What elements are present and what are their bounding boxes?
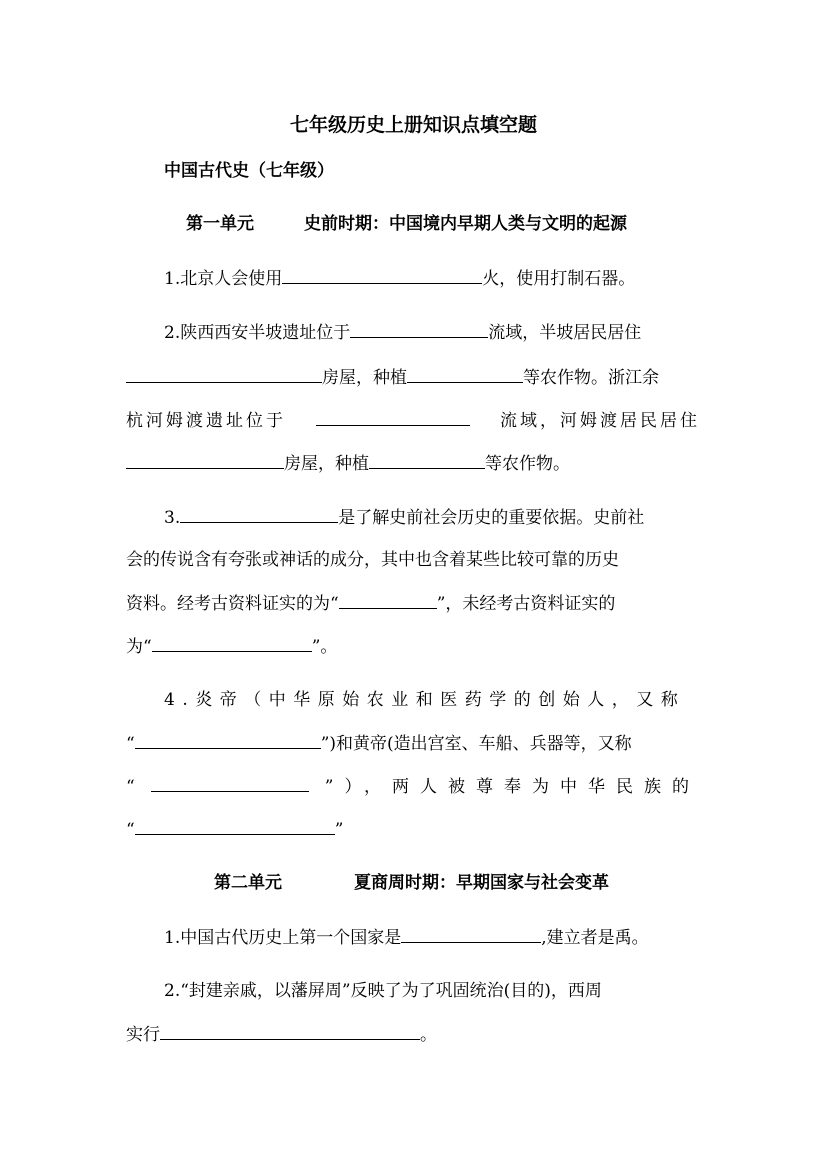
unit2-q2-line1: 2.“封建亲戚，以藩屏周”反映了为了巩固统治(目的)，西周 [164,981,602,1001]
answer-blank[interactable] [316,409,470,426]
question-text: 2.陕西西安半坡遗址位于 [164,323,351,343]
answer-blank[interactable] [126,452,284,469]
unit1-q4-line2 [126,732,632,755]
answer-blank[interactable] [350,321,488,338]
question-text: 等农作物。 [485,454,570,474]
document-title: 七年级历史上册知识点填空题 [289,114,537,136]
question-text: 3. [164,508,181,528]
unit1-label: 第一单元 [186,214,254,234]
question-text: ”)和黄帝(造出宫室、车船、兵器等，又称 [320,734,632,754]
question-text: 是了解史前社会历史的重要依据。史前社 [338,508,645,528]
unit1-q3-line3 [126,592,615,615]
answer-blank[interactable] [407,366,523,383]
answer-blank[interactable] [369,452,485,469]
question-text: “ [126,777,135,797]
section-heading: 中国古代史（七年级） [164,161,334,181]
unit1-q2-line3 [126,409,700,432]
unit1-q3-line4 [126,635,337,658]
question-text: 实行 [126,1025,160,1045]
question-text: ,建立者是禹。 [541,928,649,948]
question-text: 1.北京人会使用 [164,269,283,289]
question-text: 流域，半坡居民居住 [488,323,642,343]
unit2-label: 第二单元 [214,873,282,893]
unit2-q1 [164,926,649,949]
answer-blank[interactable] [151,775,309,792]
question-text: ”），两人被尊奉为中华民族的 [324,777,700,797]
question-text: ”。 [311,637,338,657]
question-text: 杭河姆渡遗址位于 [126,411,286,431]
answer-blank[interactable] [282,267,482,284]
answer-blank[interactable] [339,592,437,609]
unit1-q3-line1 [164,506,644,529]
question-text: “ [126,734,135,754]
question-text: 等农作物。浙江余 [523,368,659,388]
answer-blank[interactable] [135,732,321,749]
unit2-heading: 夏商周时期：早期国家与社会变革 [354,873,609,893]
unit1-q2-line2 [126,366,659,389]
unit1-q2-line4 [126,452,570,475]
answer-blank[interactable] [152,635,312,652]
answer-blank[interactable] [160,1023,420,1040]
answer-blank[interactable] [126,366,322,383]
unit1-q2-line1 [164,321,641,344]
unit1-q1 [164,267,635,290]
unit1-q3-line2: 会的传说含有夸张或神话的成分，其中也含着某些比较可靠的历史 [126,550,619,570]
question-text: 火，使用打制石器。 [482,269,636,289]
question-text: 房屋，种植 [284,454,369,474]
question-text: 为“ [126,637,152,657]
unit1-heading: 史前时期：中国境内早期人类与文明的起源 [304,214,627,234]
unit2-q2-line2 [126,1023,437,1046]
question-text: 流域，河姆渡居民居住 [500,411,700,431]
question-text: 房屋，种植 [322,368,407,388]
answer-blank[interactable] [180,506,338,523]
answer-blank[interactable] [401,926,541,943]
question-text: ”，未经考古资料证实的 [436,594,616,614]
unit1-q4-line3 [126,775,700,798]
question-text: 。 [420,1025,437,1045]
unit1-q4-line1: 4.炎帝（中华原始农业和医药学的创始人，又称 [164,690,686,710]
question-text: ” [334,820,344,840]
question-text: “ [126,820,135,840]
unit1-q4-line4 [126,818,343,841]
answer-blank[interactable] [135,818,335,835]
question-text: 资料。经考古资料证实的为“ [126,594,339,614]
question-text: 1.中国古代历史上第一个国家是 [164,928,402,948]
